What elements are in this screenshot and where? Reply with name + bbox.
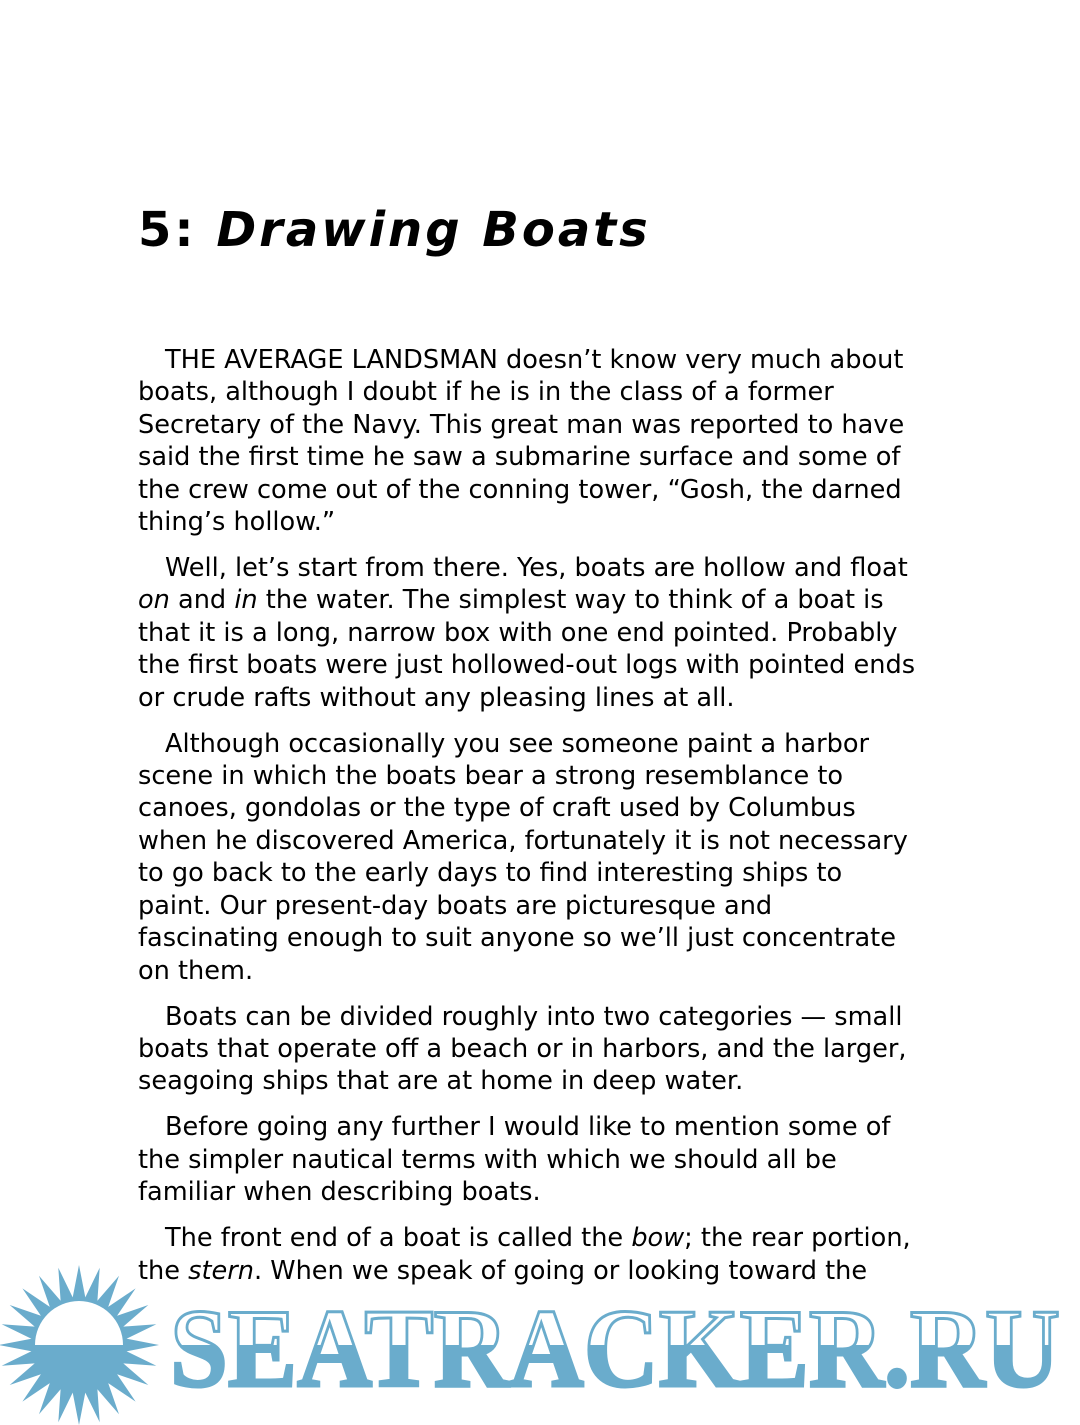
text-run: the first boats were just hollowed-out logs with pointed ends — [138, 650, 916, 681]
text-run: The front end of a boat is called the — [165, 1223, 632, 1254]
text-run: fascinating enough to suit anyone so we’ll just concentrate — [138, 923, 896, 954]
text-run: ; the rear portion, — [684, 1223, 911, 1254]
text-run: when he discovered America, fortunately it is not necessary — [138, 825, 908, 856]
text-run: the crew come out of the conning tower, “Gosh, the darned — [138, 474, 902, 505]
text-run: boats that operate off a beach or in harbors, and the larger, — [138, 1033, 907, 1064]
text-line — [138, 376, 978, 408]
text-line — [138, 506, 978, 538]
italic-term: on — [138, 585, 170, 616]
text-line — [138, 409, 978, 441]
chapter-title-text: Drawing Boats — [216, 202, 651, 258]
text-run: Before going any further I would like to mention some of — [165, 1112, 891, 1143]
text-line — [138, 890, 978, 922]
text-run: thing’s hollow.” — [138, 507, 336, 538]
text-run: scene in which the boats bear a strong resemblance to — [138, 761, 844, 792]
paragraph — [138, 344, 978, 538]
text-run: or crude rafts without any pleasing lines at all. — [138, 682, 735, 713]
text-run: canoes, gondolas or the type of craft used by Columbus — [138, 793, 856, 824]
text-run: the simpler nautical terms with which we should all be — [138, 1144, 837, 1175]
text-run: Although occasionally you see someone paint a harbor — [165, 728, 870, 759]
text-line — [138, 1033, 978, 1065]
text-line — [138, 1176, 978, 1208]
text-line — [138, 617, 978, 649]
text-line — [138, 825, 978, 857]
text-run: boats, although I doubt if he is in the class of a former — [138, 377, 834, 408]
paragraph — [138, 728, 978, 987]
text-line — [138, 1144, 978, 1176]
text-run: on them. — [138, 955, 254, 986]
text-run: Well, let’s start from there. Yes, boats are hollow and float — [165, 553, 908, 584]
italic-term: stern — [188, 1255, 254, 1286]
text-run: and — [169, 585, 235, 616]
text-line — [138, 728, 978, 760]
text-line — [138, 584, 978, 616]
body-text — [138, 344, 978, 1301]
text-line — [138, 792, 978, 824]
paragraph — [138, 552, 978, 714]
text-run: the — [138, 1255, 189, 1286]
paragraph — [138, 1111, 978, 1208]
text-run: familiar when describing boats. — [138, 1177, 541, 1208]
text-line — [138, 857, 978, 889]
text-line — [138, 1222, 978, 1254]
text-run: seagoing ships that are at home in deep water. — [138, 1066, 744, 1097]
text-line — [138, 441, 978, 473]
text-run: said the first time he saw a submarine surface and some of — [138, 442, 901, 473]
paragraph — [138, 1001, 978, 1098]
text-line — [138, 474, 978, 506]
text-line — [138, 344, 978, 376]
watermark-text: SEATRACKER.RU — [170, 1287, 1060, 1411]
text-line — [138, 922, 978, 954]
italic-term: bow — [631, 1223, 685, 1254]
text-run: to go back to the early days to find interesting ships to — [138, 858, 843, 889]
text-line — [138, 552, 978, 584]
chapter-number: 5: — [138, 202, 197, 258]
text-line — [138, 955, 978, 987]
sun-icon — [0, 1265, 159, 1425]
text-run: Secretary of the Navy. This great man was reported to have — [138, 409, 905, 440]
chapter-title — [138, 202, 651, 258]
text-run: . When we speak of going or looking toward the — [254, 1255, 868, 1286]
text-line — [138, 1111, 978, 1143]
italic-term: in — [234, 585, 258, 616]
watermark-logo — [0, 1262, 1080, 1425]
text-run: that it is a long, narrow box with one end pointed. Probably — [138, 617, 898, 648]
text-line — [138, 1001, 978, 1033]
text-run: the water. The simplest way to think of a boat is — [257, 585, 884, 616]
text-run: paint. Our present-day boats are picturesque and — [138, 890, 773, 921]
text-run: THE AVERAGE LANDSMAN doesn’t know very much about — [165, 345, 904, 375]
text-line — [138, 760, 978, 792]
text-run: Boats can be divided roughly into two categories — small — [165, 1001, 903, 1032]
text-line — [138, 649, 978, 681]
text-line — [138, 1065, 978, 1097]
text-line — [138, 682, 978, 714]
